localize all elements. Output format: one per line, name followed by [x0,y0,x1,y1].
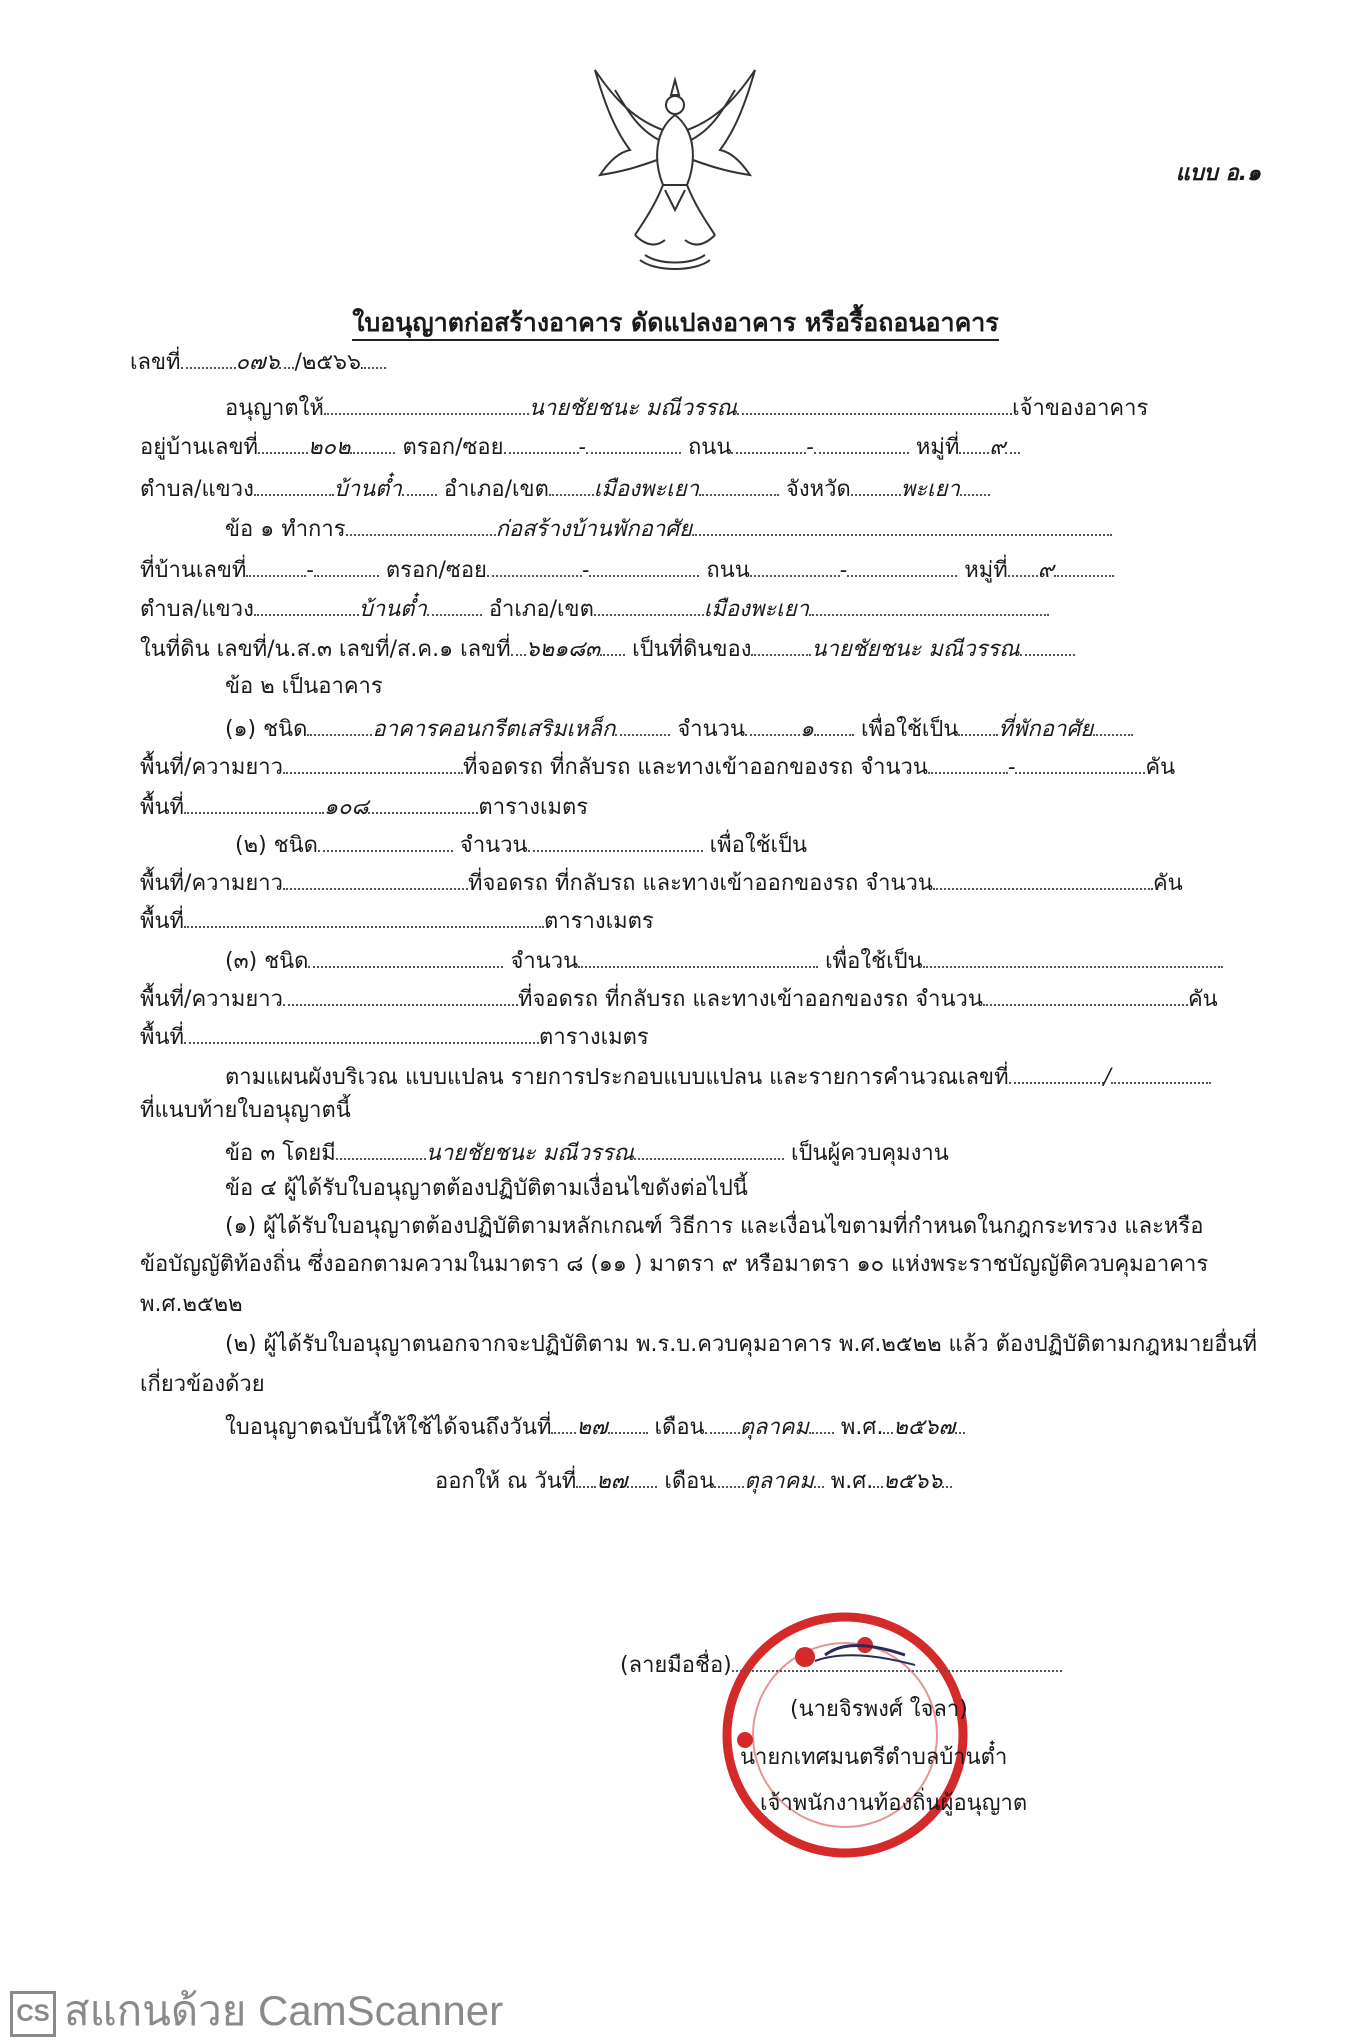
form-code: แบบ อ.๑ [1175,161,1261,186]
building-3-row [225,944,1223,977]
building-1-parking-label: พื้นที่/ความยาว [140,755,283,780]
subdistrict-value: บ้านต๋ำ [333,477,402,502]
building-3-parking-unit: คัน [1187,987,1218,1012]
land-owner-label: เป็นที่ดินของ [632,637,752,662]
lane-value: - [578,435,586,460]
garuda-emblem-icon [575,60,775,275]
moo-label: หมู่ที่ [915,435,960,460]
plans-number: / [1103,1065,1111,1090]
site-road-label: ถนน [706,558,750,583]
building-1-use-label: เพื่อใช้เป็น [860,717,959,742]
building-1-qty-label: จำนวน [677,717,746,742]
item-3-name: นายชัยชนะ มณีวรรณ [425,1141,634,1166]
building-3-area-row [140,1020,649,1053]
signer-position-1: นายกเทศมนตรีตำบลบ้านต๋ำ [740,1745,1008,1770]
plans-text: ตามแผนผังบริเวณ แบบแปลน รายการประกอบแบบแปลน และรายการคำนวณเลขที่ [225,1065,1009,1090]
item-2-label: ข้อ ๒ เป็นอาคาร [225,674,383,699]
building-2-area-row [140,904,654,937]
document-title: ใบอนุญาตก่อสร้างอาคาร ดัดแปลงอาคาร หรือรื้อถอนอาคาร [352,308,999,341]
site-moo-label: หมู่ที่ [964,558,1008,583]
plans-line-2: ที่แนบท้ายใบอนุญาตนี้ [140,1098,351,1123]
issued-year: ๒๕๖๖ [883,1469,943,1494]
signer-position-2: เจ้าพนักงานท้องถิ่นผู้อนุญาต [760,1791,1028,1816]
land-row [140,632,1075,665]
building-3-no: (๓) ชนิด [225,949,309,974]
site-lane-value: - [581,558,590,583]
site-district-value: เมืองพะเยา [703,597,809,622]
issued-label: ออกให้ ณ วันที่ [435,1469,577,1494]
validity-label: ใบอนุญาตฉบับนี้ให้ใช้ได้จนถึงวันที่ [225,1415,552,1440]
building-3-area-unit: ตารางเมตร [539,1025,649,1050]
building-3-area-label: พื้นที่ [140,1025,185,1050]
building-1-area: ๑๐๘ [324,795,369,820]
signature-row [620,1648,1062,1681]
camscanner-logo-icon: CS [10,1991,56,2037]
site-subdistrict-label: ตำบล/แขวง [140,597,254,622]
district-label: อำเภอ/เขต [443,477,549,502]
condition-1-line-1: (๑) ผู้ได้รับใบอนุญาตต้องปฏิบัติตามหลักเกณฑ์ วิธีการ และเงื่อนไขตามที่กำหนดในกฎกระทรวง และหรือ [225,1214,1204,1239]
condition-2-line-2: เกี่ยวข้องด้วย [140,1372,265,1397]
site-address-row-1 [140,553,1114,586]
validity-year: ๒๕๖๗ [893,1415,956,1440]
issued-month-label: เดือน [664,1469,715,1494]
building-1-row [225,712,1133,745]
validity-month: ตุลาคม [739,1415,809,1440]
lane-label: ตรอก/ซอย [402,435,504,460]
site-district-label: อำเภอ/เขต [488,597,594,622]
house-no-label: อยู่บ้านเลขที่ [140,435,259,460]
building-2-row [235,828,807,861]
province-value: พะเยา [900,477,960,502]
house-no-value: ๒๐๒ [308,435,351,460]
building-1-area-row [140,790,588,823]
province-label: จังหวัด [785,477,851,502]
building-3-use-label: เพื่อใช้เป็น [825,949,923,974]
permit-to-name: นายชัยชนะ มณีวรรณ [528,396,738,421]
permit-number-row [130,345,386,378]
road-label: ถนน [687,435,732,460]
land-label: ในที่ดิน เลขที่/น.ส.๓ เลขที่/ส.ค.๑ เลขที่ [140,637,511,662]
item-3-label: ข้อ ๓ โดยมี [225,1141,336,1166]
building-1-parking-unit: คัน [1145,755,1176,780]
moo-value: ๙ [989,435,1006,460]
condition-1-line-3: พ.ศ.๒๕๒๒ [140,1292,243,1317]
site-moo-value: ๙ [1037,558,1054,583]
road-value: - [806,435,814,460]
building-2-area-unit: ตารางเมตร [544,909,654,934]
building-1-parking-text: ที่จอดรถ ที่กลับรถ และทางเข้าออกของรถ จำนวน [462,755,928,780]
district-value: เมืองพะเยา [593,477,699,502]
building-3-parking-label: พื้นที่/ความยาว [140,987,283,1012]
subdistrict-label: ตำบล/แขวง [140,477,254,502]
plans-row [225,1060,1211,1093]
building-1-parking-row [140,750,1175,783]
item-4-label: ข้อ ๔ ผู้ได้รับใบอนุญาตต้องปฏิบัติตามเงื่อนไขดังต่อไปนี้ [225,1176,748,1201]
item-1-row [225,512,1112,545]
condition-2-line-1: (๒) ผู้ได้รับใบอนุญาตนอกจากจะปฏิบัติตาม พ.ร.บ.ควบคุมอาคาร พ.ศ.๒๕๒๒ แล้ว ต้องปฏิบัติตามกฎหมายอื่นที่ [225,1332,1258,1357]
validity-row [225,1410,965,1443]
building-1-no: (๑) ชนิด [225,717,308,742]
owner-address-row-2 [140,472,990,505]
building-2-parking-row [140,866,1183,899]
building-1-use: ที่พักอาศัย [998,717,1094,742]
site-address-row-2 [140,592,1049,625]
building-1-qty: ๑ [800,717,814,742]
camscanner-text: สแกนด้วย CamScanner [64,1987,504,2034]
item-3-row [225,1136,949,1169]
item-1-action: ก่อสร้างบ้านพักอาศัย [495,517,693,542]
site-house-value: - [306,558,314,583]
issued-row [435,1464,952,1497]
permit-no-label: เลขที่ [130,350,181,375]
building-1-area-label: พื้นที่ [140,795,185,820]
signature-label: (ลายมือชื่อ) [620,1653,732,1678]
camscanner-watermark [10,1978,503,2044]
official-seal-stamp-icon [715,1605,975,1865]
land-deed-no: ๖๒๑๘๓ [525,637,601,662]
validity-year-label: พ.ศ. [840,1415,884,1440]
owner-address-row-1 [140,430,1020,463]
condition-1-line-2: ข้อบัญญัติท้องถิ่น ซึ่งออกตามความในมาตรา ๘ (๑๑ ) มาตรา ๙ หรือมาตรา ๑๐ แห่งพระราชบัญญัติควบคุมอาคาร [140,1252,1209,1277]
site-house-label: ที่บ้านเลขที่ [140,558,247,583]
permit-no-year: /๒๕๖๖ [294,350,361,375]
building-1-type: อาคารคอนกรีตเสริมเหล็ก [372,717,616,742]
validity-day: ๒๗ [576,1415,608,1440]
issued-month: ตุลาคม [744,1469,814,1494]
item-3-role: เป็นผู้ควบคุมงาน [790,1141,949,1166]
building-2-no: (๒) ชนิด [235,833,318,858]
building-2-parking-label: พื้นที่/ความยาว [140,871,283,896]
item-1-label: ข้อ ๑ ทำการ [225,517,346,542]
building-3-qty-label: จำนวน [510,949,579,974]
building-2-parking-text: ที่จอดรถ ที่กลับรถ และทางเข้าออกของรถ จำนวน [467,871,933,896]
building-2-parking-unit: คัน [1152,871,1183,896]
building-2-use-label: เพื่อใช้เป็น [709,833,808,858]
issued-year-label: พ.ศ. [830,1469,874,1494]
permit-to-label: อนุญาตให้ [225,396,324,421]
permit-no-value: ๐๗๖ [235,350,280,375]
building-2-qty-label: จำนวน [459,833,528,858]
issued-day: ๒๗ [596,1469,628,1494]
validity-month-label: เดือน [654,1415,705,1440]
permit-to-row [225,391,1148,424]
permit-to-role: เจ้าของอาคาร [1012,396,1149,421]
land-owner-value: นายชัยชนะ มณีวรรณ [811,637,1020,662]
building-2-area-label: พื้นที่ [140,909,185,934]
site-subdistrict-value: บ้านต๋ำ [358,597,427,622]
building-3-parking-text: ที่จอดรถ ที่กลับรถ และทางเข้าออกของรถ จำนวน [517,987,983,1012]
building-1-area-unit: ตารางเมตร [478,795,589,820]
signer-name: (นายจิรพงศ์ ใจลา) [790,1697,968,1722]
site-lane-label: ตรอก/ซอย [385,558,487,583]
building-1-parking-qty: - [1007,755,1016,780]
building-3-parking-row [140,982,1218,1015]
site-road-value: - [839,558,848,583]
